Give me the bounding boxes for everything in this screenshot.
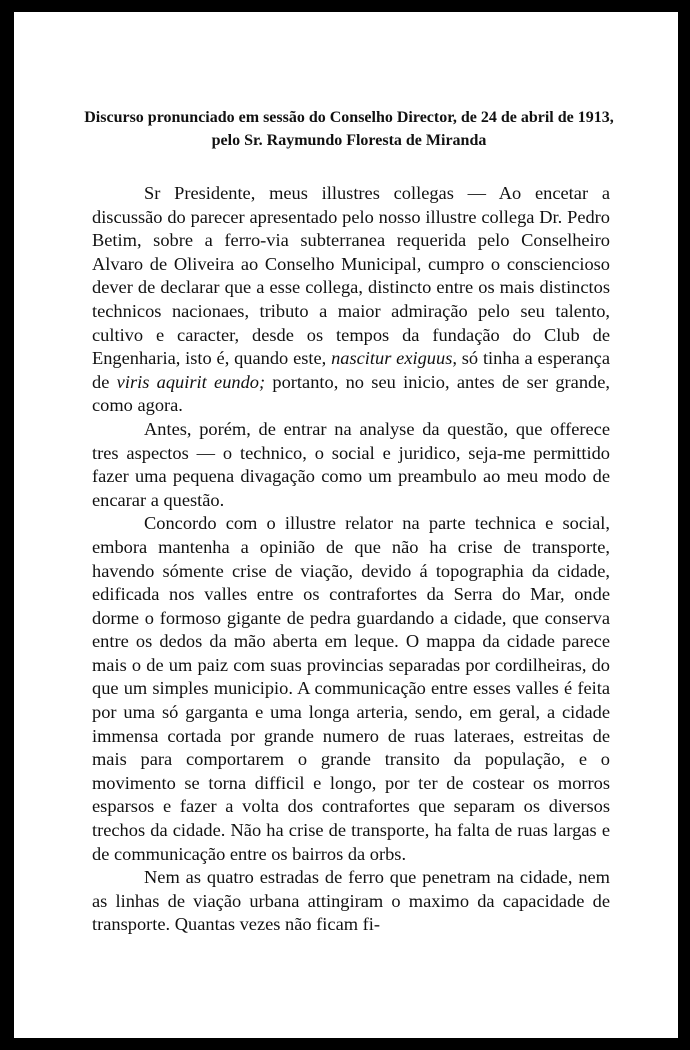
latin-phrase-1: nascitur exiguus,: [331, 348, 457, 369]
paragraph-3: Concordo com o illustre relator na parte technica e social, embora mantenha a opinião de que não ha crise de transporte, havendo sómente crise de viação, devido á topographia da cidade, edificada nos valles entre os contrafortes da Serra do Mar, onde dorme o formoso gigante de pedra guardando a cidade, que conserva entre os dedos da mão aberta em leque. O mappa da cidade parece mais o de um paiz com suas provincias separadas por cordilheiras, do que um simples municipio. A communicação entre esses valles é feita por uma só garganta e uma longa arteria, sendo, em geral, a cidade immensa cortada por grande numero de ruas lateraes, estreitas de mais para comportarem o grande transito da população, e o movimento se torna difficil e longo, por ter de costear os morros esparsos e fazer a volta dos contrafortes que separam os diversos trechos da cidade. Não ha crise de transporte, ha falta de ruas largas e de communicação entre os bairros da orbs.: [92, 513, 610, 864]
speech-title: Discurso pronunciado em sessão do Conselho Director, de 24 de abril de 1913, pelo Sr. Raymundo Floresta de Miranda: [84, 109, 614, 149]
document-body: [92, 182, 610, 937]
paragraph-1-text-before: Sr Presidente, meus illustres collegas — Ao encetar a discussão do parecer apresentado pelo nosso illustre collega Dr. Pedro Betim, sobre a ferro-via subterranea requerida pelo Conselheiro Alvaro de Oliveira ao Conselho Municipal, cumpro o consciencioso dever de declarar que a esse collega, distincto entre os mais distinctos technicos nacionaes, tributo a maior admiração pelo seu talento, cultivo e caracter, desde os tempos da fundação do Club de Engenharia, isto é, quando este,: [92, 183, 610, 369]
paragraph-1: [92, 182, 610, 418]
paragraph-1-text-after: portanto, no seu inicio, antes de ser grande, como agora.: [92, 371, 610, 416]
latin-phrase-2: viris aquirit eundo;: [116, 371, 266, 392]
paragraph-4: Nem as quatro estradas de ferro que penetram na cidade, nem as linhas de viação urbana attingiram o maximo da capacidade de transporte. Quantas vezes não ficam fi-: [92, 867, 610, 935]
paragraph-2: Antes, porém, de entrar na analyse da questão, que offerece tres aspectos — o technico, o social e juridico, seja-me permittido fazer uma pequena divagação como um preambulo ao meu modo de encarar a questão.: [92, 418, 610, 510]
document-page: [14, 12, 678, 1038]
paragraph-1-text-middle: só tinha a esperança de: [92, 348, 610, 392]
